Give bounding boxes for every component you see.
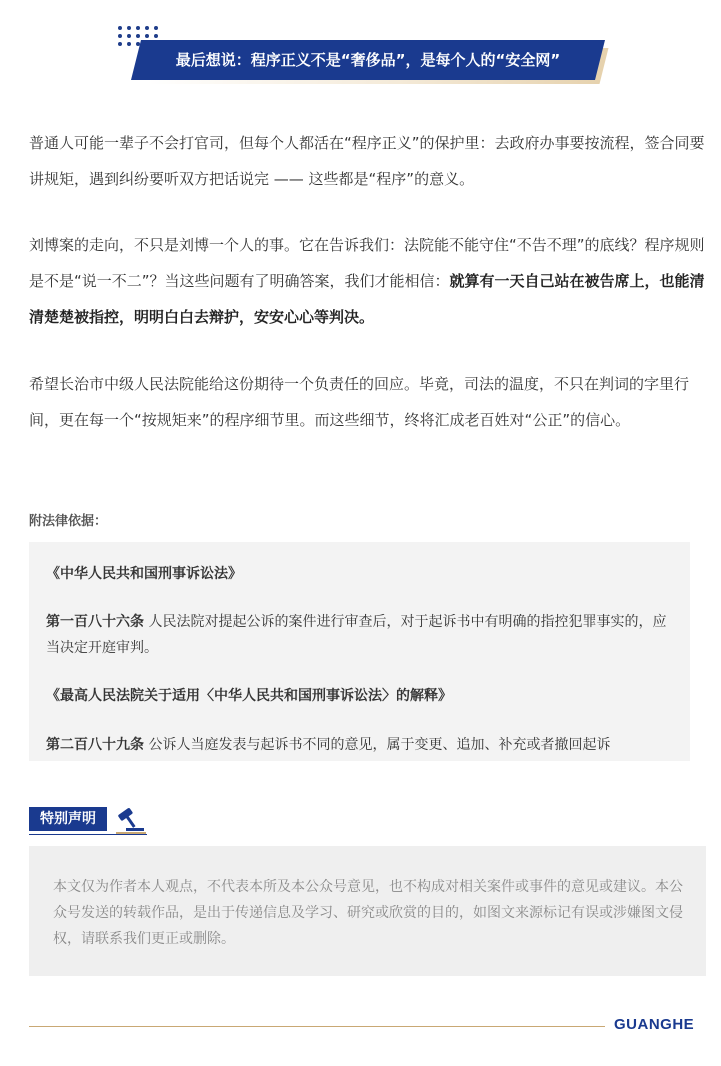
- paragraph-hope: 希望长治市中级人民法院能给这份期待一个负责任的回应。毕竟，司法的温度，不只在判词的字里行间，更在每一个“按规矩来”的程序细节里。而这些细节，终将汇成老百姓对“公正”的信心。: [29, 375, 690, 429]
- legal-basis-label: 附法律依据：: [29, 514, 108, 529]
- statement-divider: [29, 834, 147, 835]
- paragraph-intro: 普通人可能一辈子不会打官司，但每个人都活在“程序正义”的保护里：去政府办事要按流程，签合同要讲规矩，遇到纠纷要听双方把话说完 —— 这些都是“程序”的意义。: [29, 134, 705, 188]
- law-article-289: [46, 732, 676, 758]
- law-excerpt-box: [29, 542, 690, 761]
- statement-box: [29, 846, 706, 976]
- section-title: 最后想说：程序正义不是“奢侈品”，是每个人的“安全网”: [175, 51, 561, 69]
- gavel-icon: [112, 804, 148, 836]
- law-title-criminal-procedure: 《中华人民共和国刑事诉讼法》: [46, 566, 242, 582]
- law-article-289-number: 第二百八十九条: [46, 737, 144, 753]
- footer-divider: [29, 1026, 605, 1027]
- law-article-186: [46, 609, 676, 661]
- footer-brand: GUANGHE: [614, 1016, 695, 1033]
- law-article-186-text: 人民法院对提起公诉的案件进行审查后，对于起诉书中有明确的指控犯罪事实的，应当决定开庭审判。: [46, 614, 667, 656]
- header-banner: [0, 0, 721, 100]
- statement-text: 本文仅为作者本人观点，不代表本所及本公众号意见，也不构成对相关案件或事件的意见或建议。本公众号发送的转载作品，是出于传递信息及学习、研究或欣赏的目的，如图文来源标记有误或涉嫌图文侵权，请联系我们更正或删除。: [53, 879, 683, 947]
- special-statement-tag: 特别声明: [29, 807, 107, 831]
- law-article-289-text: 公诉人当庭发表与起诉书不同的意见，属于变更、追加、补充或者撤回起诉: [144, 737, 611, 753]
- paragraph-liubo-case-text: 刘博案的走向，不只是刘博一个人的事。它在告诉我们：法院能不能守住“不告不理”的底线？程序规则是不是“说一不二”？当这些问题有了明确答案，我们才能相信：: [29, 236, 705, 290]
- law-article-186-number: 第一百八十六条: [46, 614, 144, 630]
- law-title-judicial-interpretation: 《最高人民法院关于适用〈中华人民共和国刑事诉讼法〉的解释》: [46, 688, 452, 704]
- paragraph-liubo-case: [29, 227, 707, 335]
- paragraph-liubo-case-emphasis: 就算有一天自己站在被告席上，也能清清楚楚被指控，明明白白去辩护，安安心心等判决。: [29, 272, 705, 326]
